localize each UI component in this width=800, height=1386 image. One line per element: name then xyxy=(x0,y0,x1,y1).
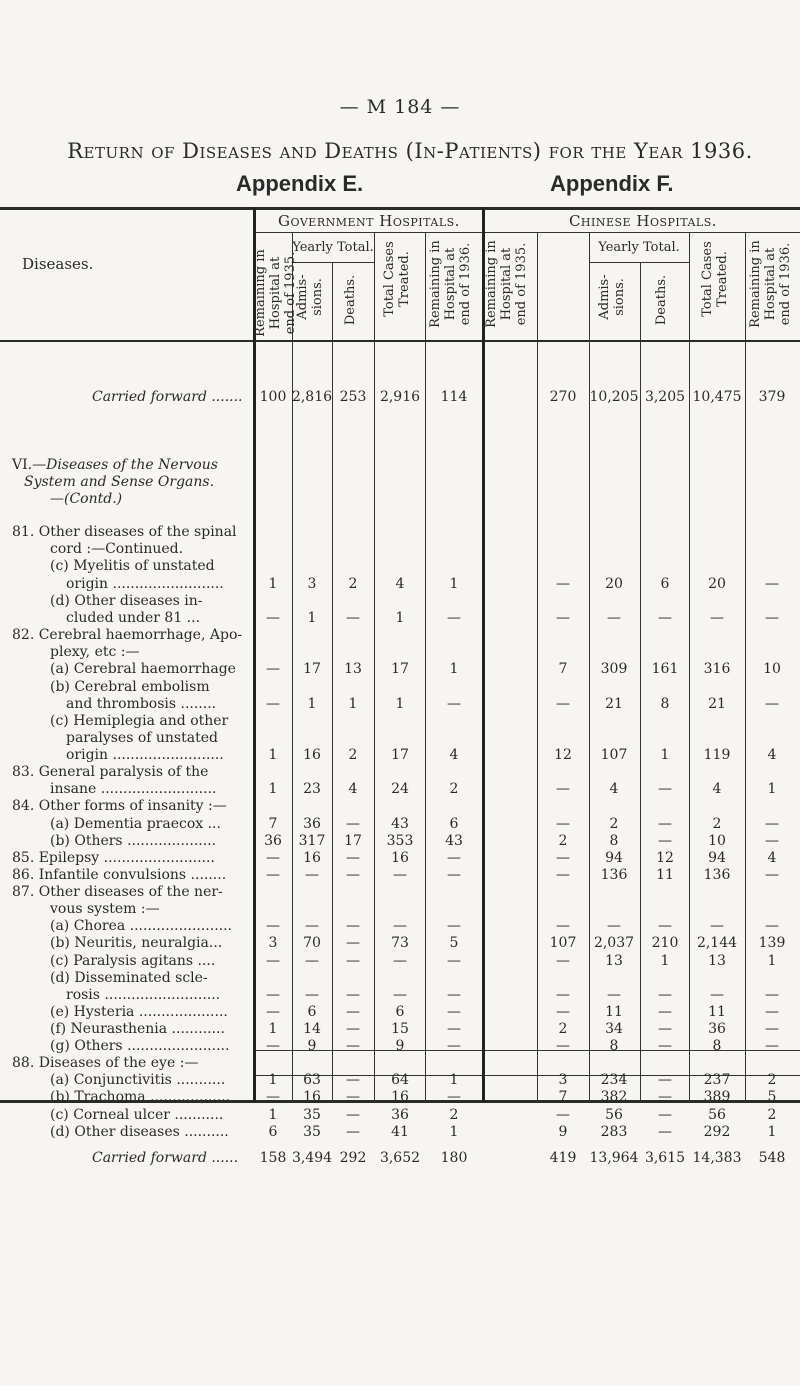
disease-label: (a) Dementia praecox ... xyxy=(50,816,221,832)
table-cell: 16 xyxy=(303,850,321,866)
table-cell: 1 xyxy=(268,576,278,592)
col-total-cases-chinese: Total Cases Treated. xyxy=(700,241,730,317)
col-deaths-chinese: Deaths. xyxy=(654,274,669,326)
table-cell: 5 xyxy=(449,935,459,951)
table-cell: — xyxy=(765,867,779,883)
table-cell: 73 xyxy=(391,935,409,951)
table-cell: 136 xyxy=(600,867,628,883)
table-cell: 20 xyxy=(708,576,726,592)
appendix-e-heading: Appendix E. xyxy=(236,171,364,196)
disease-label: paralyses of unstated xyxy=(66,730,218,746)
table-cell: — xyxy=(447,850,461,866)
table-cell: — xyxy=(765,1038,779,1054)
table-cell: — xyxy=(658,1038,672,1054)
section-heading: VI.—Diseases of the Nervous xyxy=(12,457,218,473)
table-cell: 9 xyxy=(307,1038,317,1054)
table-cell: 2 xyxy=(449,1107,459,1123)
table-cell: — xyxy=(305,987,319,1003)
table-cell: — xyxy=(393,953,407,969)
table-cell: 64 xyxy=(391,1072,409,1088)
table-cell: 2,144 xyxy=(696,935,738,951)
disease-label: (c) Hemiplegia and other xyxy=(50,713,229,729)
table-cell: 389 xyxy=(703,1089,731,1105)
table-cell: — xyxy=(765,696,779,712)
disease-label: origin ......................... xyxy=(66,576,224,592)
table-cell: 63 xyxy=(303,1072,321,1088)
table-cell: 43 xyxy=(391,816,409,832)
table-cell: 2,037 xyxy=(593,935,635,951)
table-cell: — xyxy=(266,1004,280,1020)
table-cell: 253 xyxy=(339,389,367,405)
table-cell: 2 xyxy=(348,747,358,763)
table-cell: — xyxy=(658,1004,672,1020)
disease-label: rosis .......................... xyxy=(66,987,221,1003)
table-cell: 17 xyxy=(391,661,409,677)
table-cell: 1 xyxy=(449,1072,459,1088)
table-cell: — xyxy=(266,918,280,934)
col-remaining-1936-gov: Remaining in Hospital at end of 1936. xyxy=(428,240,473,328)
table-cell: 6 xyxy=(449,816,459,832)
table-cell: — xyxy=(266,661,280,677)
government-hospitals-header: Government Hospitals. xyxy=(278,212,460,230)
disease-label: cord :—Continued. xyxy=(50,541,184,557)
disease-label: 84. Other forms of insanity :— xyxy=(12,798,227,814)
table-cell: 10 xyxy=(763,661,781,677)
table-cell: 1 xyxy=(660,747,670,763)
table-cell: — xyxy=(658,1089,672,1105)
disease-label: (d) Other diseases in- xyxy=(50,593,203,609)
table-cell: 9 xyxy=(558,1124,568,1140)
table-cell: — xyxy=(346,867,360,883)
table-cell: 100 xyxy=(259,389,287,405)
table-cell: — xyxy=(346,850,360,866)
col-admissions-chinese: Admis- sions. xyxy=(597,274,627,320)
table-cell: 16 xyxy=(391,850,409,866)
table-cell: 3,494 xyxy=(291,1150,333,1166)
table-cell: 1 xyxy=(767,781,777,797)
table-cell: 379 xyxy=(758,389,786,405)
table-cell: 309 xyxy=(600,661,628,677)
table-cell: — xyxy=(710,918,724,934)
disease-label: (c) Paralysis agitans .... xyxy=(50,953,216,969)
disease-label: (c) Corneal ulcer ........... xyxy=(50,1107,224,1123)
table-cell: 139 xyxy=(758,935,786,951)
table-cell: — xyxy=(710,987,724,1003)
table-cell: 1 xyxy=(449,661,459,677)
table-cell: — xyxy=(556,610,570,626)
table-cell: — xyxy=(393,867,407,883)
table-cell: — xyxy=(266,953,280,969)
table-cell: — xyxy=(556,696,570,712)
table-cell: 13 xyxy=(605,953,623,969)
disease-label: (f) Neurasthenia ............ xyxy=(50,1021,225,1037)
appendix-f-heading: Appendix F. xyxy=(550,171,674,196)
table-cell: 317 xyxy=(298,833,326,849)
table-cell: 3 xyxy=(307,576,317,592)
table-cell: 7 xyxy=(268,816,278,832)
table-cell: 3,652 xyxy=(379,1150,421,1166)
table-cell: — xyxy=(765,918,779,934)
table-cell: — xyxy=(556,850,570,866)
table-cell: 13 xyxy=(708,953,726,969)
disease-label: insane .......................... xyxy=(50,781,217,797)
table-cell: 114 xyxy=(440,389,468,405)
table-cell: 1 xyxy=(348,696,358,712)
table-cell: 36 xyxy=(708,1021,726,1037)
table-cell: — xyxy=(447,918,461,934)
table-cell: 2 xyxy=(767,1072,777,1088)
table-cell: — xyxy=(658,918,672,934)
table-cell: 4 xyxy=(712,781,722,797)
table-cell: — xyxy=(346,1004,360,1020)
table-cell: — xyxy=(447,1004,461,1020)
table-cell: 2 xyxy=(449,781,459,797)
table-cell: — xyxy=(447,987,461,1003)
table-cell: — xyxy=(266,1089,280,1105)
table-cell: 13,964 xyxy=(589,1150,639,1166)
table-cell: 14,383 xyxy=(692,1150,742,1166)
table-cell: 6 xyxy=(268,1124,278,1140)
disease-label: (a) Cerebral haemorrhage xyxy=(50,661,236,677)
table-cell: 21 xyxy=(605,696,623,712)
disease-label: (d) Disseminated scle- xyxy=(50,970,208,986)
table-cell: 11 xyxy=(605,1004,623,1020)
table-cell: 11 xyxy=(708,1004,726,1020)
table-cell: — xyxy=(346,1072,360,1088)
table-cell: — xyxy=(765,1004,779,1020)
table-cell: 292 xyxy=(703,1124,731,1140)
table-cell: 419 xyxy=(549,1150,577,1166)
table-cell: 1 xyxy=(268,747,278,763)
table-cell: 16 xyxy=(391,1089,409,1105)
table-cell: 20 xyxy=(605,576,623,592)
table-cell: 353 xyxy=(386,833,414,849)
table-cell: 1 xyxy=(268,1021,278,1037)
table-cell: 12 xyxy=(656,850,674,866)
table-cell: 2 xyxy=(558,1021,568,1037)
table-cell: 21 xyxy=(708,696,726,712)
table-cell: — xyxy=(266,696,280,712)
table-cell: 35 xyxy=(303,1124,321,1140)
table-cell: 8 xyxy=(609,1038,619,1054)
disease-label: (a) Chorea ....................... xyxy=(50,918,233,934)
table-cell: — xyxy=(658,1124,672,1140)
table-cell: 15 xyxy=(391,1021,409,1037)
table-cell: 136 xyxy=(703,867,731,883)
table-cell: — xyxy=(447,610,461,626)
table-cell: 210 xyxy=(651,935,679,951)
table-cell: 237 xyxy=(703,1072,731,1088)
table-cell: 3,615 xyxy=(644,1150,686,1166)
table-cell: — xyxy=(765,816,779,832)
table-cell: 180 xyxy=(440,1150,468,1166)
table-cell: 7 xyxy=(558,661,568,677)
table-cell: — xyxy=(556,1004,570,1020)
table-cell: 6 xyxy=(660,576,670,592)
table-cell: 1 xyxy=(395,610,405,626)
table-cell: 14 xyxy=(303,1021,321,1037)
disease-label: (d) Other diseases .......... xyxy=(50,1124,229,1140)
col-remaining-1935-gov: Remaining in Hospital at end of 1935. xyxy=(253,249,298,337)
page-title: Return of Diseases and Deaths (In-Patients) for the Year 1936. xyxy=(67,139,753,163)
col-total-cases-gov: Total Cases Treated. xyxy=(382,241,412,317)
table-cell: 4 xyxy=(609,781,619,797)
table-cell: — xyxy=(556,576,570,592)
table-cell: — xyxy=(556,987,570,1003)
carried-forward-bottom-label: Carried forward ...... xyxy=(92,1150,239,1166)
table-cell: 1 xyxy=(268,1107,278,1123)
section-heading-line2: System and Sense Organs. xyxy=(24,474,215,490)
disease-label: (g) Others ....................... xyxy=(50,1038,230,1054)
table-cell: — xyxy=(346,610,360,626)
table-cell: 292 xyxy=(339,1150,367,1166)
table-cell: — xyxy=(305,867,319,883)
header-bottom-rule xyxy=(0,340,800,342)
table-cell: — xyxy=(765,610,779,626)
table-cell: 8 xyxy=(660,696,670,712)
table-cell: 94 xyxy=(708,850,726,866)
table-cell: — xyxy=(266,850,280,866)
table-cell: — xyxy=(658,1072,672,1088)
section-heading-line3: —(Contd.) xyxy=(50,491,123,507)
disease-label: 81. Other diseases of the spinal xyxy=(12,524,237,540)
table-cell: 34 xyxy=(605,1021,623,1037)
table-cell: — xyxy=(447,1089,461,1105)
table-cell: — xyxy=(393,987,407,1003)
table-cell: 4 xyxy=(767,747,777,763)
table-cell: 35 xyxy=(303,1107,321,1123)
table-cell: — xyxy=(658,987,672,1003)
table-cell: 119 xyxy=(703,747,731,763)
table-cell: 2,816 xyxy=(291,389,333,405)
table-cell: — xyxy=(346,816,360,832)
table-cell: 4 xyxy=(449,747,459,763)
table-cell: 270 xyxy=(549,389,577,405)
col-admissions-gov: Admis- sions. xyxy=(295,274,325,320)
disease-label: 82. Cerebral haemorrhage, Apo- xyxy=(12,627,243,643)
table-cell: 2 xyxy=(558,833,568,849)
table-cell: — xyxy=(658,610,672,626)
table-cell: 316 xyxy=(703,661,731,677)
table-cell: 6 xyxy=(307,1004,317,1020)
carried-forward-label: Carried forward ....... xyxy=(92,389,243,405)
table-cell: 1 xyxy=(449,1124,459,1140)
table-cell: 1 xyxy=(660,953,670,969)
col-deaths-gov: Deaths. xyxy=(343,274,358,326)
table-cell: — xyxy=(346,1021,360,1037)
col-divider xyxy=(332,262,333,1102)
disease-label: cluded under 81 ... xyxy=(66,610,201,626)
table-cell: 36 xyxy=(264,833,282,849)
table-cell: 24 xyxy=(391,781,409,797)
disease-label: (b) Others .................... xyxy=(50,833,217,849)
disease-label: 88. Diseases of the eye :— xyxy=(12,1055,199,1071)
table-cell: — xyxy=(346,953,360,969)
table-cell: 1 xyxy=(767,1124,777,1140)
table-cell: — xyxy=(447,696,461,712)
col-remaining-1935-chinese: Remaining in Hospital at end of 1935. xyxy=(484,240,529,328)
table-cell: 43 xyxy=(445,833,463,849)
table-cell: 41 xyxy=(391,1124,409,1140)
table-cell: — xyxy=(765,987,779,1003)
table-cell: 283 xyxy=(600,1124,628,1140)
table-cell: 7 xyxy=(558,1089,568,1105)
table-cell: 94 xyxy=(605,850,623,866)
disease-label: (c) Myelitis of unstated xyxy=(50,558,215,574)
table-cell: 3 xyxy=(268,935,278,951)
table-cell: 17 xyxy=(344,833,362,849)
table-cell: — xyxy=(765,833,779,849)
table-cell: — xyxy=(346,987,360,1003)
table-cell: 3,205 xyxy=(644,389,686,405)
table-cell: 1 xyxy=(307,610,317,626)
disease-label: and thrombosis ........ xyxy=(66,696,217,712)
table-cell: — xyxy=(556,1038,570,1054)
table-cell: — xyxy=(447,953,461,969)
table-cell: 161 xyxy=(651,661,679,677)
table-cell: 10 xyxy=(708,833,726,849)
yearly-total-header-gov: Yearly Total. xyxy=(292,240,374,255)
table-cell: — xyxy=(346,1089,360,1105)
table-cell: — xyxy=(346,1124,360,1140)
disease-label: 85. Epilepsy ......................... xyxy=(12,850,215,866)
table-cell: — xyxy=(765,576,779,592)
table-cell: 8 xyxy=(712,1038,722,1054)
table-cell: 2 xyxy=(609,816,619,832)
table-cell: 36 xyxy=(391,1107,409,1123)
section-heading-text: Diseases of the Nervous xyxy=(46,457,218,473)
table-cell: 70 xyxy=(303,935,321,951)
table-cell: 2,916 xyxy=(379,389,421,405)
yearly-total-header-chinese: Yearly Total. xyxy=(598,240,680,255)
table-cell: 2 xyxy=(767,1107,777,1123)
table-cell: 382 xyxy=(600,1089,628,1105)
table-cell: — xyxy=(393,918,407,934)
table-cell: — xyxy=(556,1107,570,1123)
table-cell: — xyxy=(658,1021,672,1037)
page-number: — M 184 — xyxy=(339,96,461,118)
table-cell: 16 xyxy=(303,747,321,763)
table-cell: 56 xyxy=(605,1107,623,1123)
col-divider xyxy=(640,262,641,1102)
table-cell: — xyxy=(607,987,621,1003)
table-cell: 4 xyxy=(767,850,777,866)
table-cell: — xyxy=(266,610,280,626)
table-cell: — xyxy=(346,935,360,951)
table-cell: — xyxy=(556,867,570,883)
table-cell: 1 xyxy=(307,696,317,712)
table-cell: — xyxy=(658,833,672,849)
table-cell: 4 xyxy=(348,781,358,797)
disease-label: (e) Hysteria .................... xyxy=(50,1004,228,1020)
table-cell: 10,475 xyxy=(692,389,742,405)
table-cell: 17 xyxy=(303,661,321,677)
table-cell: — xyxy=(765,1021,779,1037)
table-cell: — xyxy=(658,816,672,832)
disease-label: 87. Other diseases of the ner- xyxy=(12,884,223,900)
table-cell: 36 xyxy=(303,816,321,832)
table-cell: — xyxy=(710,610,724,626)
disease-label: (b) Trachoma .................. xyxy=(50,1089,231,1105)
table-cell: — xyxy=(607,610,621,626)
chinese-hospitals-header: Chinese Hospitals. xyxy=(568,212,718,230)
table-cell: — xyxy=(447,1021,461,1037)
top-rule xyxy=(0,207,800,210)
diseases-column-header: Diseases. xyxy=(22,255,94,273)
table-cell: — xyxy=(346,1038,360,1054)
table-cell: — xyxy=(658,781,672,797)
table-cell: — xyxy=(266,987,280,1003)
table-cell: 548 xyxy=(758,1150,786,1166)
table-cell: 5 xyxy=(767,1089,777,1105)
table-cell: 8 xyxy=(609,833,619,849)
table-cell: 2 xyxy=(712,816,722,832)
col-remaining-1936-chinese: Remaining in Hospital at end of 1936. xyxy=(748,240,793,328)
disease-label: plexy, etc :— xyxy=(50,644,140,660)
table-cell: 1 xyxy=(395,696,405,712)
table-cell: 12 xyxy=(554,747,572,763)
table-cell: — xyxy=(305,918,319,934)
table-cell: 1 xyxy=(268,1072,278,1088)
table-cell: 1 xyxy=(767,953,777,969)
table-cell: — xyxy=(346,918,360,934)
table-cell: 107 xyxy=(549,935,577,951)
table-cell: 158 xyxy=(259,1150,287,1166)
table-cell: 13 xyxy=(344,661,362,677)
table-cell: — xyxy=(556,953,570,969)
table-cell: — xyxy=(305,953,319,969)
table-cell: — xyxy=(556,781,570,797)
table-cell: 9 xyxy=(395,1038,405,1054)
table-cell: 234 xyxy=(600,1072,628,1088)
table-cell: 56 xyxy=(708,1107,726,1123)
table-cell: — xyxy=(266,1038,280,1054)
disease-label: vous system :— xyxy=(50,901,160,917)
table-cell: 3 xyxy=(558,1072,568,1088)
disease-label: (a) Conjunctivitis ........... xyxy=(50,1072,226,1088)
disease-label: (b) Neuritis, neuralgia... xyxy=(50,935,223,951)
table-cell: — xyxy=(607,918,621,934)
disease-label: origin ......................... xyxy=(66,747,224,763)
table-cell: — xyxy=(556,918,570,934)
table-cell: — xyxy=(346,1107,360,1123)
table-cell: 10,205 xyxy=(589,389,639,405)
table-cell: 16 xyxy=(303,1089,321,1105)
table-cell: — xyxy=(556,816,570,832)
table-cell: 1 xyxy=(268,781,278,797)
table-cell: 23 xyxy=(303,781,321,797)
disease-label: 83. General paralysis of the xyxy=(12,764,209,780)
disease-label: (b) Cerebral embolism xyxy=(50,679,210,695)
table-cell: 6 xyxy=(395,1004,405,1020)
table-cell: — xyxy=(266,867,280,883)
table-cell: — xyxy=(447,867,461,883)
table-cell: 1 xyxy=(449,576,459,592)
table-cell: 4 xyxy=(395,576,405,592)
table-cell: — xyxy=(447,1038,461,1054)
table-cell: 2 xyxy=(348,576,358,592)
table-cell: 107 xyxy=(600,747,628,763)
disease-label: 86. Infantile convulsions ........ xyxy=(12,867,227,883)
table-cell: 11 xyxy=(656,867,674,883)
table-cell: — xyxy=(658,1107,672,1123)
table-cell: 17 xyxy=(391,747,409,763)
